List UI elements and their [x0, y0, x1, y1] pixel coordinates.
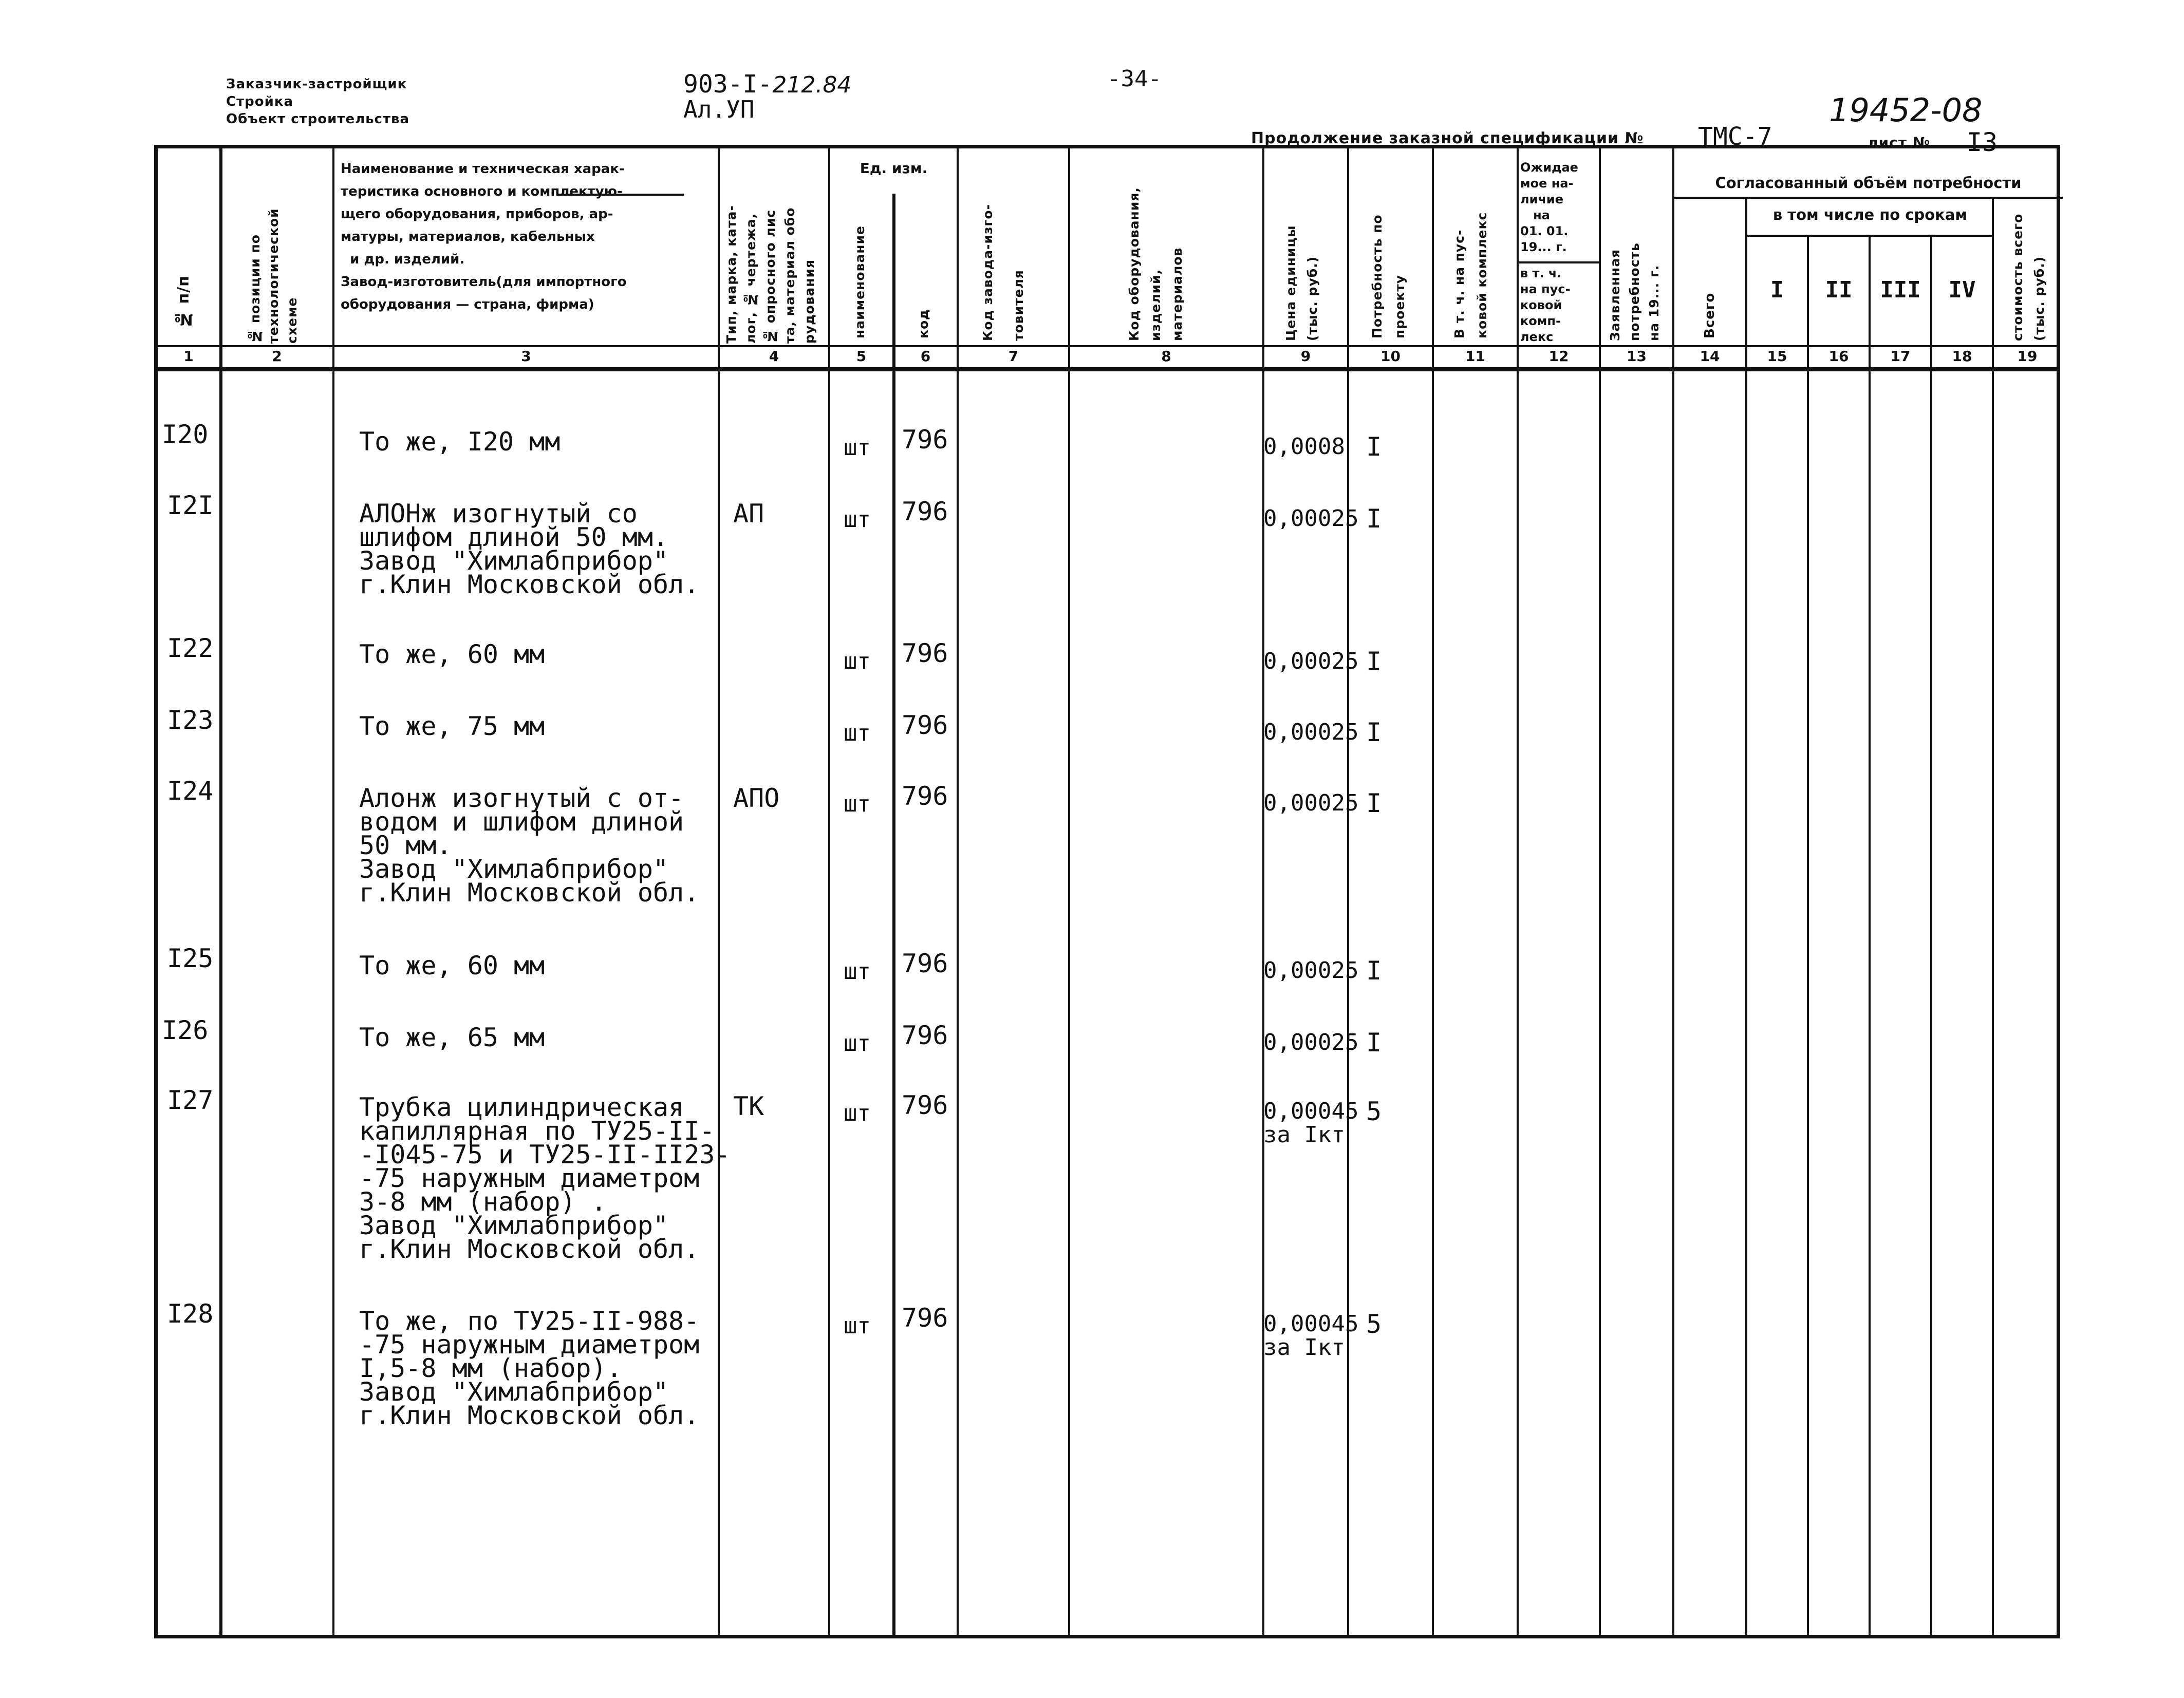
heading-term-3: III: [1880, 277, 1921, 303]
col-rule-5: [892, 194, 895, 1635]
unit-code: 796: [902, 497, 948, 526]
heading-expected-availability: Ожидае мое на- личие на 01. 01. 19... г.: [1520, 160, 1578, 254]
unit-price: 0,00045 за Iкт: [1263, 1098, 1359, 1148]
col-rule-14: [1745, 197, 1747, 1635]
heading-unit-group: Ед. изм.: [860, 160, 928, 177]
row-number: I20: [162, 420, 209, 449]
document-code: [683, 70, 851, 99]
item-description: Трубка цилиндрическая капиллярная по ТУ25-II- -I045-75 и ТУ25-II-II23- -75 наружным диаметром 3-8 мм (набор) . Завод "Химлабприбор" г.Клин Московской обл.: [359, 1092, 731, 1264]
row-number: I26: [162, 1015, 209, 1045]
heading-total-cost: стоимость всего (тыс. руб.): [2010, 213, 2047, 341]
unit-code: 796: [902, 638, 948, 668]
unit-name: шт: [844, 720, 871, 746]
heading-expected-startup: в т. ч. на пус- ковой комп- лекс: [1520, 266, 1571, 344]
row-number: I22: [167, 633, 214, 663]
heading-declared-need: Заявленная потребность на 19... г.: [1608, 242, 1662, 341]
item-description: То же, 65 мм: [359, 1023, 545, 1052]
column-number: 12: [1548, 348, 1569, 365]
unit-name: шт: [844, 791, 871, 817]
item-description: То же, 60 мм: [359, 639, 545, 669]
column-number: 17: [1890, 348, 1911, 365]
row-number: I25: [167, 944, 214, 973]
unit-name: шт: [844, 958, 871, 985]
item-description: То же, I20 мм: [359, 427, 561, 457]
heading-type: Тип, марка, ката- лог, № чертежа, № опросного лис та, материал обо рудования: [724, 205, 817, 344]
column-number: 18: [1952, 348, 1972, 365]
col-rule-10: [1432, 148, 1434, 1635]
unit-name: шт: [844, 506, 871, 533]
column-number: 3: [521, 348, 531, 365]
column-number: 19: [2017, 348, 2038, 365]
unit-name: шт: [844, 435, 871, 461]
sheet-number: I3: [1967, 127, 1998, 157]
project-need: 5: [1366, 1309, 1382, 1339]
unit-name: шт: [844, 1313, 871, 1339]
column-number: 14: [1700, 348, 1720, 365]
heading-unit-code: код: [916, 309, 931, 338]
column-number: 9: [1300, 348, 1311, 365]
project-need: 5: [1366, 1097, 1382, 1126]
row-number: I28: [167, 1299, 214, 1329]
col-rule-16: [1869, 235, 1871, 1635]
item-description: То же, 75 мм: [359, 711, 545, 741]
unit-price: 0,00025: [1263, 719, 1359, 745]
column-number: 6: [920, 348, 931, 365]
c12-split-rule: [1517, 261, 1599, 263]
project-need: I: [1366, 956, 1382, 986]
unit-code: 796: [902, 1303, 948, 1333]
col-rule-7: [1068, 148, 1070, 1635]
col-rule-11: [1517, 148, 1519, 1635]
unit-price: 0,0008: [1263, 433, 1345, 460]
project-need: I: [1366, 647, 1382, 676]
project-need: I: [1366, 504, 1382, 534]
specification-table: [154, 145, 2060, 1638]
item-description: Алонж изогнутый с от- водом и шлифом длиной 50 мм. Завод "Химлабприбор" г.Клин Московской обл.: [359, 783, 700, 908]
col-rule-18: [1992, 197, 1994, 1635]
item-type: ТК: [733, 1091, 764, 1121]
album-label: Ал.УП: [683, 96, 755, 123]
heading-manufacturer-code: Код завода-изго- товителя: [980, 204, 1026, 341]
unit-code: 796: [902, 1021, 948, 1050]
heading-unit-price: Цена единицы (тыс. руб.): [1283, 225, 1320, 341]
column-number: 16: [1828, 348, 1849, 365]
unit-price: 0,00025: [1263, 505, 1359, 532]
item-description: То же, 60 мм: [359, 951, 545, 980]
heading-row-number: № п/п: [175, 275, 193, 328]
column-number: 2: [272, 348, 282, 365]
heading-position: № позиции по технологической схеме: [248, 208, 300, 344]
column-number: 10: [1380, 348, 1401, 365]
col-rule-4: [828, 148, 830, 1635]
document-code-handwritten: 212.84: [772, 72, 852, 98]
col-rule-15: [1807, 235, 1809, 1635]
heading-terms-group: в том числе по срокам: [1772, 206, 1968, 223]
col-rule-12: [1599, 148, 1601, 1635]
construction-label: Стройка: [226, 94, 294, 109]
unit-price: 0,00025: [1263, 648, 1359, 674]
row-number: I24: [167, 776, 214, 806]
item-type: АПО: [733, 783, 780, 813]
unit-code: 796: [902, 1090, 948, 1120]
unit-name: шт: [844, 648, 871, 674]
agreed-group-rule: [1672, 197, 2063, 199]
row-number: I27: [167, 1085, 214, 1115]
project-need: I: [1366, 432, 1382, 462]
unit-code: 796: [902, 710, 948, 740]
unit-name: шт: [844, 1100, 871, 1126]
project-need: I: [1366, 788, 1382, 818]
col-rule-13: [1672, 148, 1674, 1635]
sheet-label: лист №: [1868, 134, 1931, 151]
col-rule-8: [1262, 148, 1264, 1635]
item-description: АЛОНж изогнутый со шлифом длиной 50 мм. Завод "Химлабприбор" г.Клин Московской обл.: [359, 499, 700, 599]
col-rule-17: [1930, 235, 1932, 1635]
colnum-bottom-rule: [158, 367, 2057, 371]
heading-term-1: I: [1770, 277, 1784, 303]
unit-code: 796: [902, 425, 948, 455]
unit-price: 0,00025: [1263, 957, 1359, 984]
page-number: -34-: [1107, 66, 1162, 92]
column-number: 1: [183, 348, 194, 365]
unit-price: 0,00025: [1263, 1029, 1359, 1055]
column-number: 7: [1008, 348, 1019, 365]
heading-startup-complex: В т. ч. на пус- ковой комплекс: [1452, 212, 1489, 338]
unit-price: 0,00045 за Iкт: [1263, 1311, 1359, 1361]
item-description: То же, по ТУ25-II-988- -75 наружным диаметром I,5-8 мм (набор). Завод "Химлабприбор" г.Клин Московской обл.: [359, 1306, 700, 1430]
heading-total: Всего: [1702, 292, 1718, 338]
unit-code: 796: [902, 781, 948, 811]
column-number: 5: [856, 348, 867, 365]
heading-term-2: II: [1825, 277, 1853, 303]
unit-name: шт: [844, 1030, 871, 1056]
column-number: 4: [769, 348, 779, 365]
spec-number: ТМС-7: [1698, 122, 1772, 151]
column-number: 11: [1465, 348, 1485, 365]
object-label: Объект строительства: [226, 111, 410, 127]
col-rule-9: [1347, 148, 1349, 1635]
col-rule-6: [957, 148, 959, 1635]
heading-unit-name: наименование: [852, 225, 867, 338]
column-number: 15: [1767, 348, 1787, 365]
heading-agreed-volume: Согласованный объём потребности: [1715, 174, 2022, 192]
heading-equipment-code: Код оборудования, изделий, материалов: [1127, 187, 1185, 341]
item-type: АП: [733, 499, 764, 529]
column-number-row: [158, 345, 2057, 368]
row-number: I23: [167, 705, 214, 735]
heading-name: Наименование и техническая харак- теристика основного и комплектую- щего оборудования, приборов, ар- матуры, материалов, кабельных и др. изделий. Завод-изготовитель(для импортного оборудования — страна, фирма): [341, 161, 627, 312]
project-need: I: [1366, 718, 1382, 747]
document-code-printed: 903-I-: [683, 70, 773, 99]
column-number: 13: [1627, 348, 1647, 365]
spec-label: Продолжение заказной спецификации №: [1251, 129, 1644, 147]
column-number: 8: [1161, 348, 1171, 365]
heading-term-4: IV: [1948, 277, 1976, 303]
registration-number: 19452-08: [1829, 91, 1983, 129]
unit-price: 0,00025: [1263, 790, 1359, 816]
col-rule-2: [332, 148, 334, 1635]
heading-project-need: Потребность по проекту: [1370, 214, 1407, 338]
col-rule-3: [718, 148, 720, 1635]
row-number: I2I: [167, 490, 214, 520]
customer-label: Заказчик-застройщик: [226, 77, 407, 92]
project-need: I: [1366, 1028, 1382, 1058]
unit-code: 796: [902, 949, 948, 978]
col-rule-1: [219, 148, 222, 1635]
